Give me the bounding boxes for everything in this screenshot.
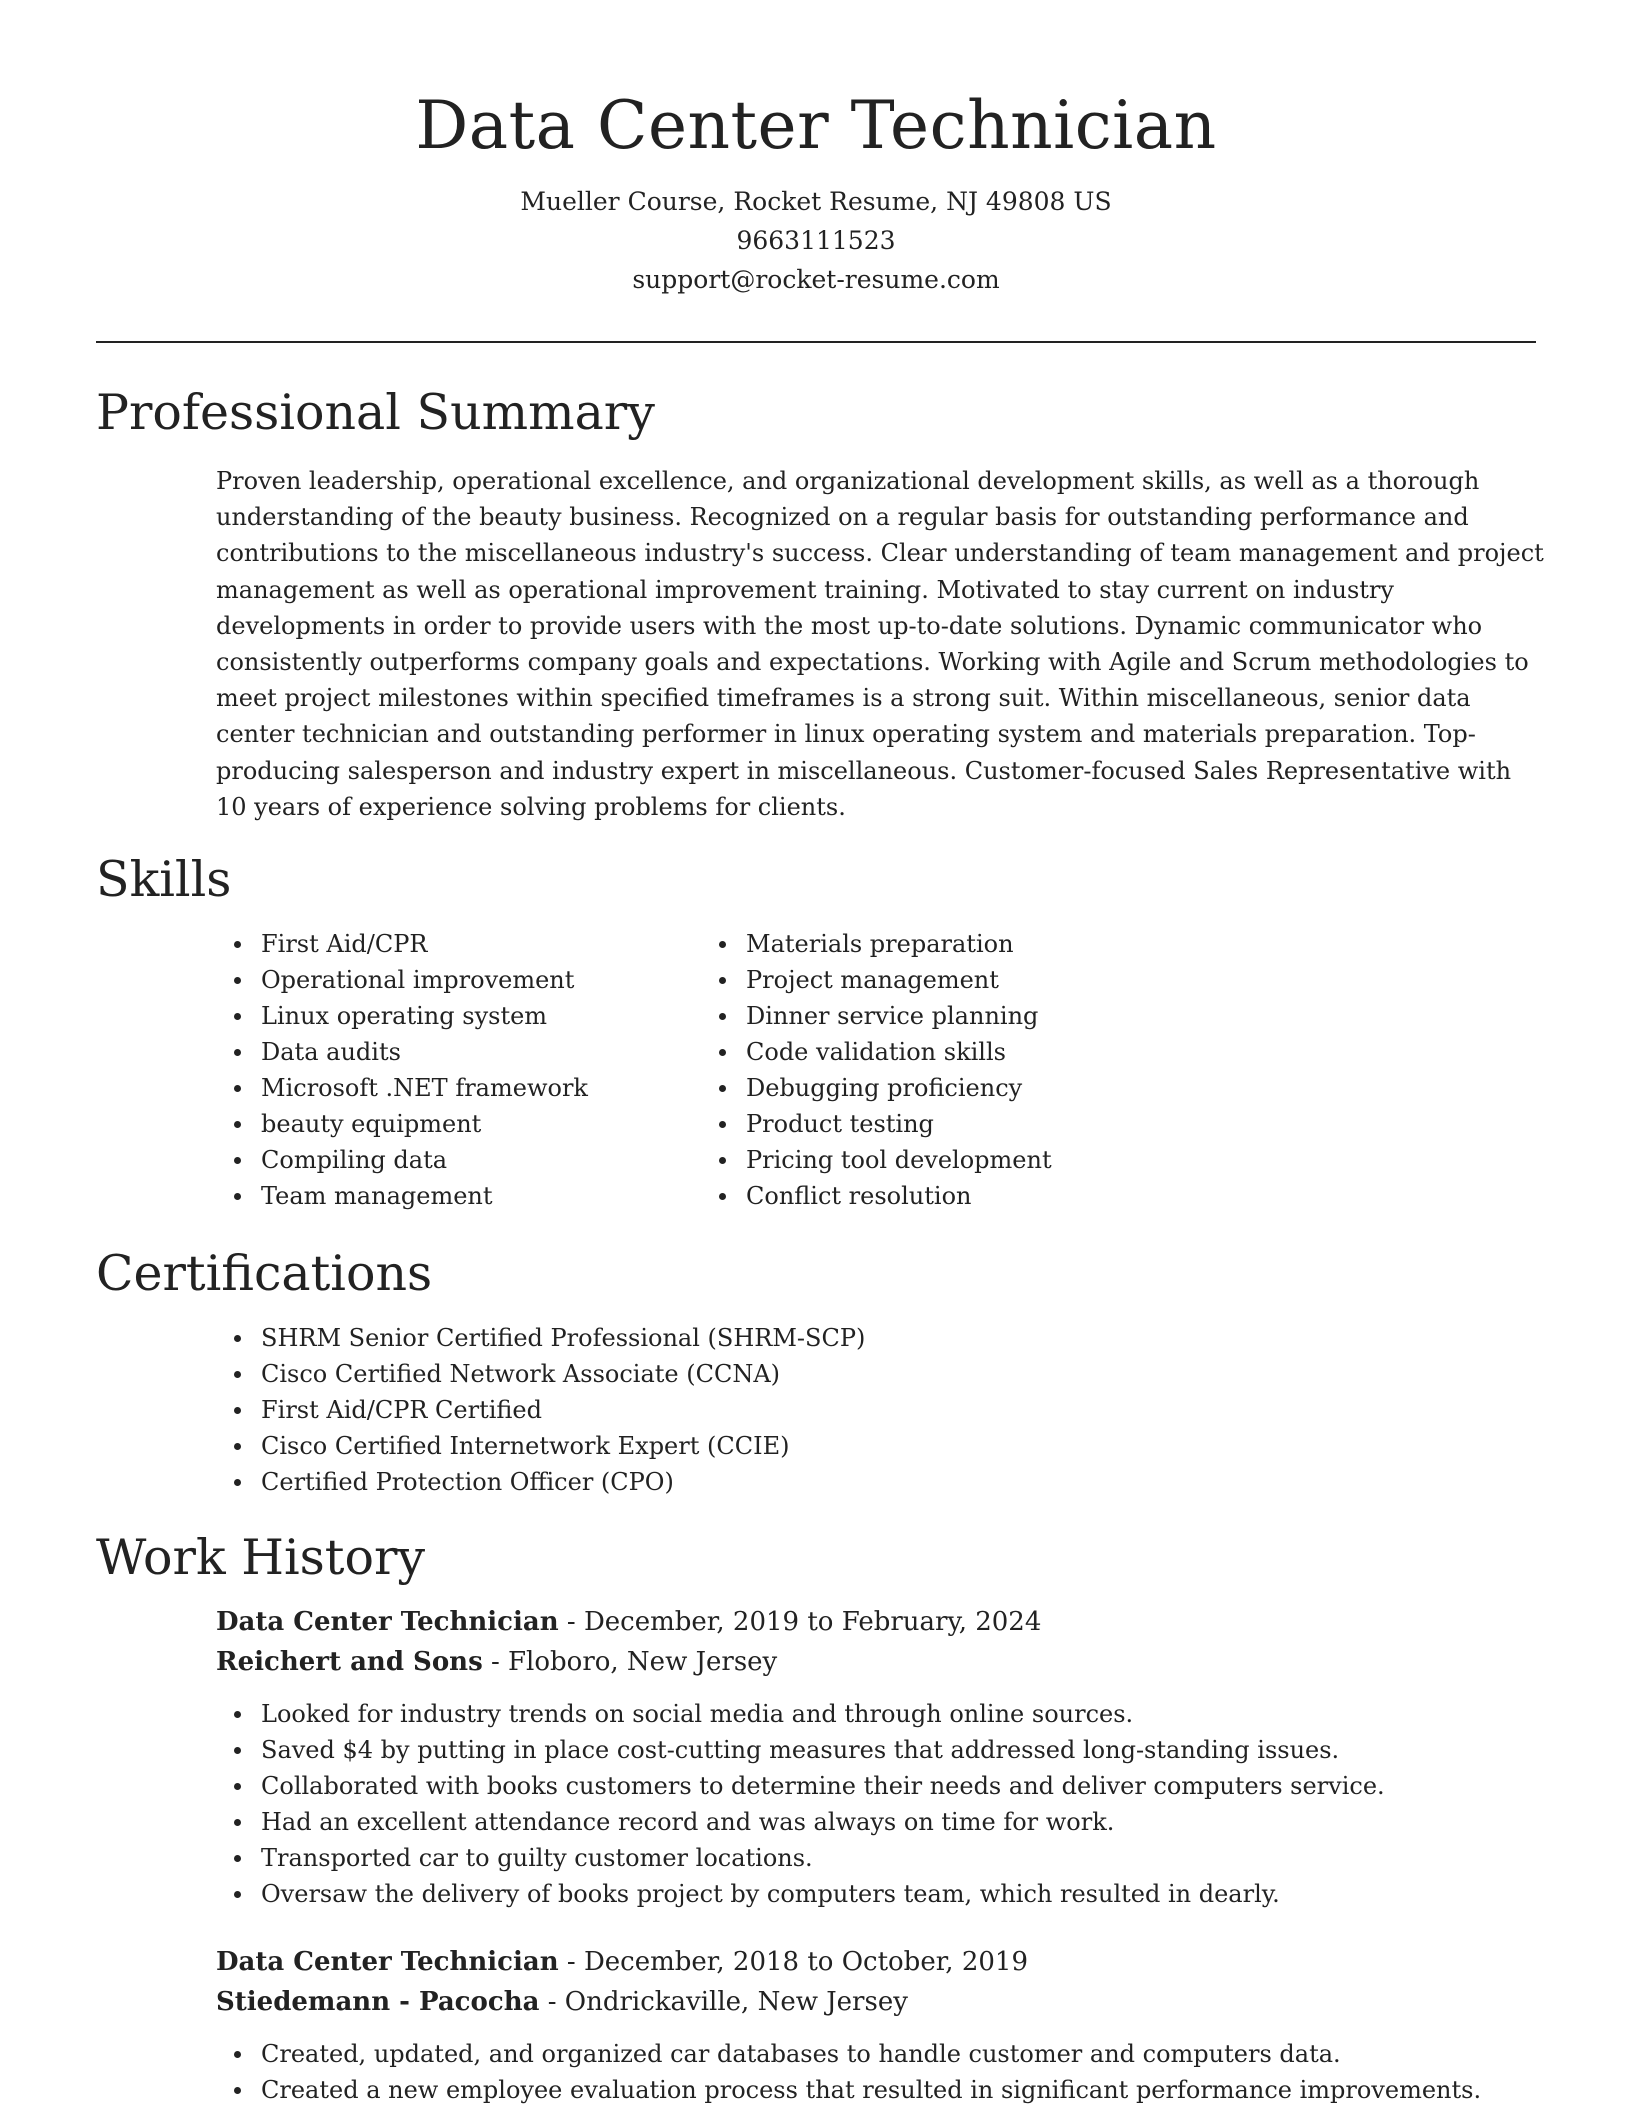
job-duties-list <box>216 2036 1536 2108</box>
certifications-list <box>96 1320 1536 1500</box>
skill-item: Operational improvement <box>261 962 746 998</box>
skills-list-right <box>746 926 1396 1214</box>
certifications-section <box>96 1242 1536 1500</box>
skill-item: First Aid/CPR <box>261 926 746 962</box>
skill-item: Project management <box>746 962 1396 998</box>
certification-item: SHRM Senior Certified Professional (SHRM-SCP) <box>261 1320 1536 1356</box>
job-duty-item: Looked for industry trends on social media and through online sources. <box>261 1696 1536 1732</box>
job-employer-line <box>216 1982 1536 2022</box>
job-dates: - December, 2019 to February, 2024 <box>558 1607 1042 1637</box>
work-history-heading: Work History <box>96 1529 426 1586</box>
contact-email: support@rocket-resume.com <box>632 265 1000 294</box>
skills-column-right <box>746 926 1396 1214</box>
skill-item: Microsoft .NET framework <box>261 1070 746 1106</box>
job-duty-item: Collaborated with books customers to determine their needs and deliver computers service. <box>261 1768 1536 1804</box>
skill-item: Code validation skills <box>746 1034 1396 1070</box>
job-duty-item: Oversaw the delivery of books project by computers team, which resulted in dearly. <box>261 1876 1536 1912</box>
contact-block <box>0 182 1632 299</box>
job-title-line <box>216 1942 1536 1982</box>
certification-item: Certified Protection Officer (CPO) <box>261 1464 1536 1500</box>
certification-item: Cisco Certified Network Associate (CCNA) <box>261 1356 1536 1392</box>
header-divider <box>96 341 1536 343</box>
contact-address: Mueller Course, Rocket Resume, NJ 49808 US <box>520 187 1112 216</box>
skill-item: Linux operating system <box>261 998 746 1034</box>
job-duties-list <box>216 1696 1536 1912</box>
job-title-line <box>216 1602 1536 1642</box>
skill-item: Materials preparation <box>746 926 1396 962</box>
job-duty-item: Transported car to guilty customer locations. <box>261 1840 1536 1876</box>
job-location: - Ondrickaville, New Jersey <box>539 1987 908 2017</box>
job-duty-item: Saved $4 by putting in place cost-cutting measures that addressed long-standing issues. <box>261 1732 1536 1768</box>
job-duty-item: Created a new employee evaluation process that resulted in significant performance improvements. <box>261 2072 1536 2108</box>
certification-item: First Aid/CPR Certified <box>261 1392 1536 1428</box>
skills-heading: Skills <box>96 851 232 908</box>
skills-section <box>96 848 1536 1214</box>
resume-header <box>0 0 1632 299</box>
job-duty-item: Had an excellent attendance record and was always on time for work. <box>261 1804 1536 1840</box>
job-entry <box>216 1942 1536 2108</box>
job-dates: - December, 2018 to October, 2019 <box>558 1947 1028 1977</box>
skill-item: Debugging proficiency <box>746 1070 1396 1106</box>
job-title: Data Center Technician <box>216 1607 559 1637</box>
skill-item: Data audits <box>261 1034 746 1070</box>
skill-item: Pricing tool development <box>746 1142 1396 1178</box>
skills-list-left <box>96 926 746 1214</box>
skill-item: beauty equipment <box>261 1106 746 1142</box>
skill-item: Compiling data <box>261 1142 746 1178</box>
skill-item: Team management <box>261 1178 746 1214</box>
candidate-name: Data Center Technician <box>415 87 1217 164</box>
work-history-section <box>96 1526 1536 2108</box>
certification-item: Cisco Certified Internetwork Expert (CCIE) <box>261 1428 1536 1464</box>
job-employer: Reichert and Sons <box>216 1647 483 1677</box>
summary-text: Proven leadership, operational excellence, and organizational development skills, as well as a thorough understanding of the beauty business. Recognized on a regular basis for outstanding performance and contributions to the miscellaneous industry's success. Clear understanding of team management and project management as well as operational improvement training. Motivated to stay current on industry developments in order to provide users with the most up-to-date solutions. Dynamic communicator who consistently outperforms company goals and expectations. Working with Agile and Scrum methodologies to meet project milestones within specified timeframes is a strong suit. Within miscellaneous, senior data center technician and outstanding performer in linux operating system and materials preparation. Top-producing salesperson and industry expert in miscellaneous. Customer-focused Sales Representative with 10 years of experience solving problems for clients. <box>216 467 1544 821</box>
skill-item: Dinner service planning <box>746 998 1396 1034</box>
job-employer: Stiedemann - Pacocha <box>216 1987 540 2017</box>
job-location: - Floboro, New Jersey <box>482 1647 778 1677</box>
skills-columns <box>96 926 1536 1214</box>
job-entry <box>216 1602 1536 1912</box>
certifications-heading: Certifications <box>96 1245 433 1302</box>
job-title: Data Center Technician <box>216 1947 559 1977</box>
skills-column-left <box>96 926 746 1214</box>
skill-item: Product testing <box>746 1106 1396 1142</box>
summary-heading: Professional Summary <box>96 384 655 441</box>
job-employer-line <box>216 1642 1536 1682</box>
job-duty-item: Created, updated, and organized car databases to handle customer and computers data. <box>261 2036 1536 2072</box>
contact-phone: 9663111523 <box>736 226 896 255</box>
skill-item: Conflict resolution <box>746 1178 1396 1214</box>
summary-section <box>96 381 1544 825</box>
